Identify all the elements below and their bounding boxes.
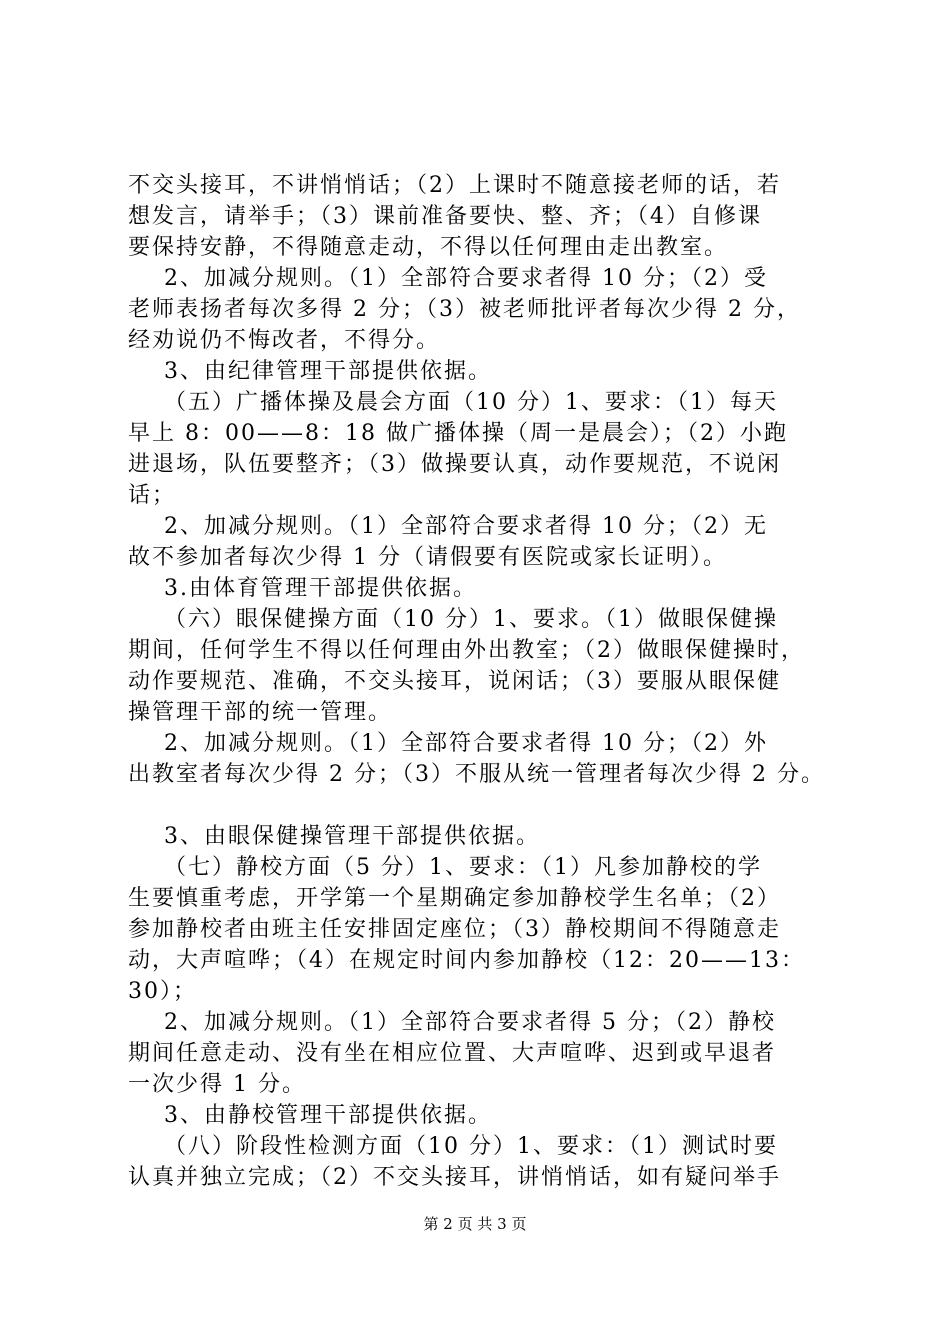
text-line: （八）阶段性检测方面（10 分）1、要求：（1）测试时要 bbox=[128, 1134, 778, 1159]
text-line: 2、加减分规则。（1）全部符合要求者得 5 分；（2）静校 bbox=[128, 1010, 776, 1035]
text-line: 经劝说仍不悔改者，不得分。 bbox=[128, 328, 441, 353]
text-line: 不交头接耳，不讲悄悄话；（2）上课时不随意接老师的话，若 bbox=[128, 173, 781, 198]
text-line: 动作要规范、准确，不交头接耳，说闲话；（3）要服从眼保健 bbox=[128, 669, 781, 694]
text-line: 2、加减分规则。（1）全部符合要求者得 10 分；（2）外 bbox=[128, 731, 768, 756]
text-line: 3、由眼保健操管理干部提供依据。 bbox=[128, 824, 540, 849]
text-line: 3、由纪律管理干部提供依据。 bbox=[128, 359, 492, 384]
text-line: 早上 8：00——8：18 做广播体操（周一是晨会）；（2）小跑 bbox=[128, 421, 788, 446]
text-line bbox=[128, 790, 848, 821]
text-line: 3、由静校管理干部提供依据。 bbox=[128, 1103, 492, 1128]
text-line: （六）眼保健操方面（10 分）1、要求。（1）做眼保健操 bbox=[128, 607, 778, 632]
text-line: 期间，任何学生不得以任何理由外出教室；（2）做眼保健操时， bbox=[128, 638, 805, 663]
text-line: 一次少得 1 分。 bbox=[128, 1072, 306, 1097]
text-line: 参加静校者由班主任安排固定座位；（3）静校期间不得随意走 bbox=[128, 917, 781, 942]
text-line: 话； bbox=[128, 483, 177, 508]
text-line: 认真并独立完成；（2）不交头接耳，讲悄悄话，如有疑问举手 bbox=[128, 1165, 781, 1190]
text-line: 操管理干部的统一管理。 bbox=[128, 700, 393, 725]
text-line: 进退场，队伍要整齐；（3）做操要认真，动作要规范，不说闲 bbox=[128, 452, 781, 477]
text-line: 出教室者每次少得 2 分；（3）不服从统一管理者每次少得 2 分。 bbox=[128, 762, 825, 787]
text-line: 期间任意走动、没有坐在相应位置、大声喧哗、迟到或早退者 bbox=[128, 1041, 777, 1066]
text-line: 动，大声喧哗；（4）在规定时间内参加静校（12：20——13： bbox=[128, 948, 805, 973]
text-line: 想发言，请举手；（3）课前准备要快、整、齐；（4）自修课 bbox=[128, 204, 762, 229]
text-line: 2、加减分规则。（1）全部符合要求者得 10 分；（2）无 bbox=[128, 514, 768, 539]
text-line: 老师表扬者每次多得 2 分；（3）被老师批评者每次少得 2 分， bbox=[128, 297, 801, 322]
text-line: 2、加减分规则。（1）全部符合要求者得 10 分；（2）受 bbox=[128, 266, 768, 291]
text-line: 3.由体育管理干部提供依据。 bbox=[128, 576, 477, 601]
text-line: 30）； bbox=[128, 979, 197, 1004]
text-line: （五）广播体操及晨会方面（10 分）1、要求：（1）每天 bbox=[128, 390, 778, 415]
text-line: 生要慎重考虑，开学第一个星期确定参加静校学生名单；（2） bbox=[128, 886, 781, 911]
text-line: 故不参加者每次少得 1 分（请假要有医院或家长证明）。 bbox=[128, 545, 727, 570]
document-body bbox=[128, 170, 848, 1193]
text-line: （七）静校方面（5 分）1、要求：（1）凡参加静校的学 bbox=[128, 855, 762, 880]
page-footer: 第 2 页 共 3 页 bbox=[423, 1215, 527, 1233]
text-line: 要保持安静，不得随意走动，不得以任何理由走出教室。 bbox=[128, 235, 729, 260]
